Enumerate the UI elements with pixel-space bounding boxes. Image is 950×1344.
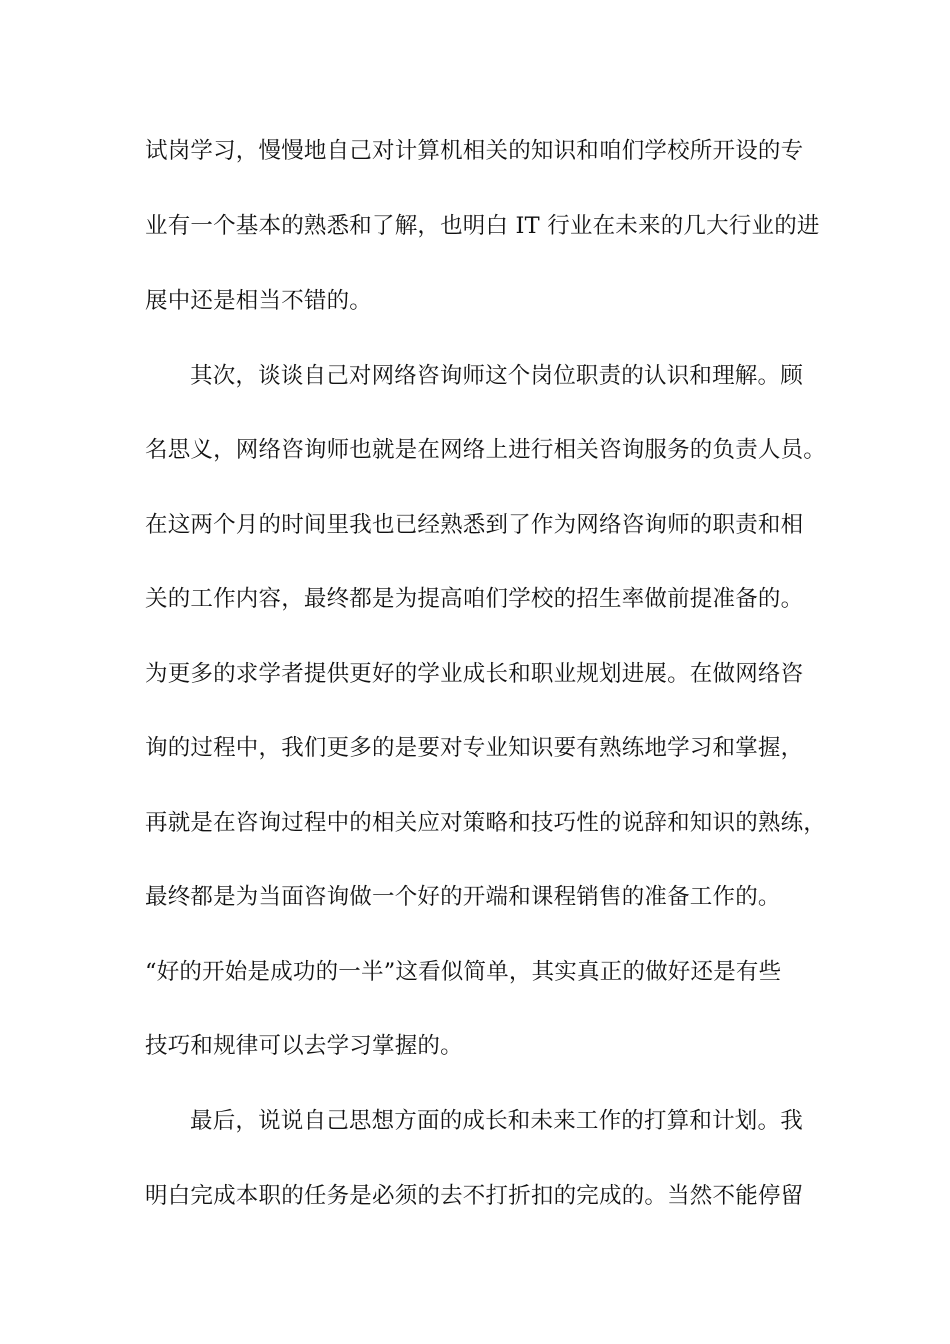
text-line: 询的过程中，我们更多的是要对专业知识要有熟练地学习和掌握， bbox=[145, 735, 804, 761]
text-line: 名思义，网络咨询师也就是在网络上进行相关咨询服务的负责人员。 bbox=[145, 437, 827, 463]
text-line: 最终都是为当面咨询做一个好的开端和课程销售的准备工作的。 bbox=[145, 884, 781, 910]
text-line: 业有一个基本的熟悉和了解，也明白 IT 行业在未来的几大行业的进 bbox=[145, 213, 820, 239]
text-line: 为更多的求学者提供更好的学业成长和职业规划进展。在做网络咨 bbox=[145, 661, 804, 687]
text-line: “好的开始是成功的一半”这看似简单，其实真正的做好还是有些 bbox=[145, 959, 782, 985]
text-line: 关的工作内容，最终都是为提高咱们学校的招生率做前提准备的。 bbox=[145, 586, 804, 612]
text-line: 明白完成本职的任务是必须的去不打折扣的完成的。当然不能停留 bbox=[145, 1183, 804, 1209]
text-line: 技巧和规律可以去学习掌握的。 bbox=[145, 1033, 463, 1059]
text-line: 在这两个月的时间里我也已经熟悉到了作为网络咨询师的职责和相 bbox=[145, 512, 804, 538]
paragraph-first-line: 最后，说说自己思想方面的成长和未来工作的打算和计划。我 bbox=[190, 1108, 803, 1134]
text-line: 再就是在咨询过程中的相关应对策略和技巧性的说辞和知识的熟练， bbox=[145, 810, 827, 836]
text-line: 展中还是相当不错的。 bbox=[145, 288, 373, 314]
paragraph-first-line: 其次，谈谈自己对网络咨询师这个岗位职责的认识和理解。顾 bbox=[190, 363, 803, 389]
text-line: 试岗学习，慢慢地自己对计算机相关的知识和咱们学校所开设的专 bbox=[145, 138, 804, 164]
